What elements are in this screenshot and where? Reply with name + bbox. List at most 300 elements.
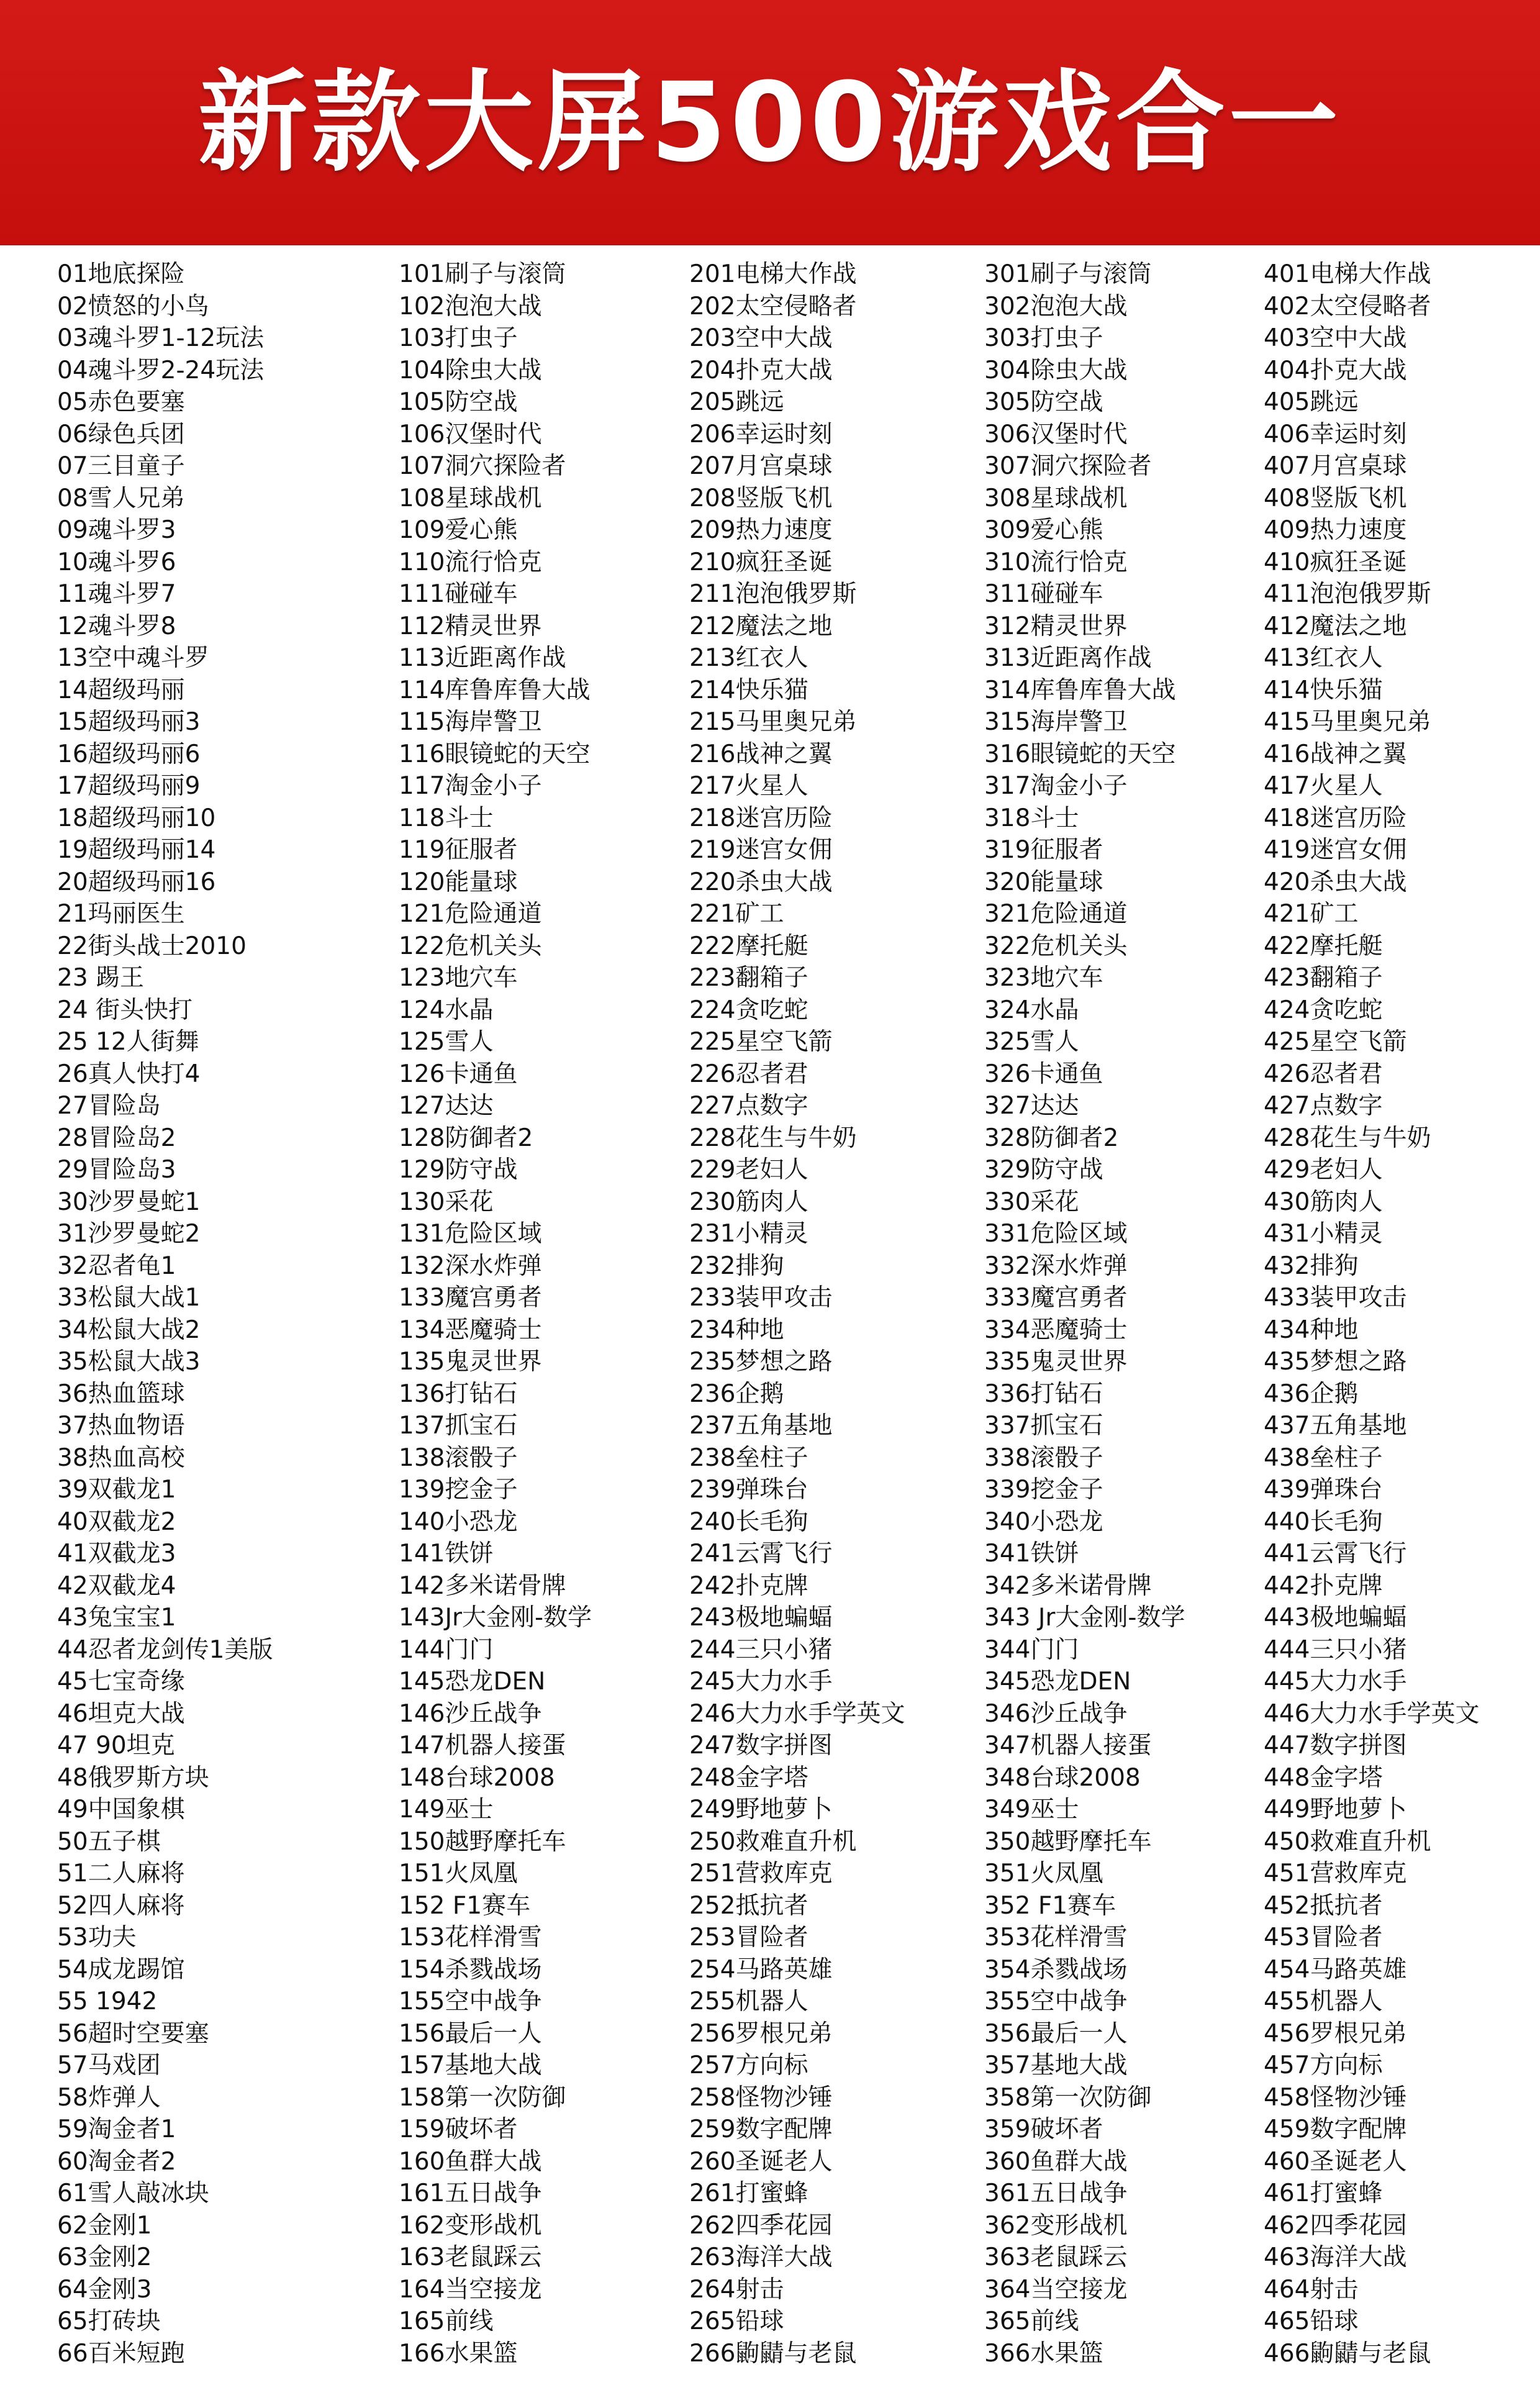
game-list-item: 405跳远 xyxy=(1264,388,1359,416)
game-list-item: 14超级玛丽 xyxy=(57,676,185,704)
game-list-item: 160鱼群大战 xyxy=(399,2147,542,2176)
game-list-item: 411泡泡俄罗斯 xyxy=(1264,580,1431,608)
game-list-item: 36热血篮球 xyxy=(57,1379,185,1408)
game-list-item: 33松鼠大战1 xyxy=(57,1284,201,1312)
game-list-item: 428花生与牛奶 xyxy=(1264,1124,1431,1152)
game-list-item: 356最后一人 xyxy=(984,2019,1128,2048)
game-list-item: 137抓宝石 xyxy=(399,1412,518,1440)
game-list-item: 139挖金子 xyxy=(399,1476,518,1504)
game-list-item: 219迷宫女佣 xyxy=(689,836,833,864)
game-list-item: 309爱心熊 xyxy=(984,516,1103,544)
game-list-item: 20超级玛丽16 xyxy=(57,868,216,896)
game-list-item: 416战神之翼 xyxy=(1264,740,1407,768)
game-list-item: 305防空战 xyxy=(984,388,1103,416)
game-list-item: 435梦想之路 xyxy=(1264,1348,1407,1376)
game-list-item: 404扑克大战 xyxy=(1264,356,1407,384)
game-list-item: 63金刚2 xyxy=(57,2243,152,2271)
game-list-item: 431小精灵 xyxy=(1264,1220,1383,1248)
game-list-item: 247数字拼图 xyxy=(689,1732,833,1760)
game-list-item: 355空中战争 xyxy=(984,1988,1128,2015)
game-list-item: 227点数字 xyxy=(689,1092,808,1120)
game-list-item: 252抵抗者 xyxy=(689,1891,808,1920)
game-list-item: 339挖金子 xyxy=(984,1476,1103,1504)
game-list-item: 24 街头快打 xyxy=(57,996,193,1024)
game-list-item: 56超时空要塞 xyxy=(57,2019,209,2048)
game-list-item: 211泡泡俄罗斯 xyxy=(689,580,857,608)
game-list-item: 234种地 xyxy=(689,1315,784,1344)
game-list-item: 101刷子与滚筒 xyxy=(399,260,566,288)
game-list-item: 205跳远 xyxy=(689,388,784,416)
game-list-item: 301刷子与滚筒 xyxy=(984,260,1152,288)
game-list-item: 403空中大战 xyxy=(1264,324,1407,352)
game-list-item: 150越野摩托车 xyxy=(399,1827,566,1856)
game-list-item: 421矿工 xyxy=(1264,900,1359,928)
game-list-item: 327达达 xyxy=(984,1092,1079,1120)
game-list-item: 112精灵世界 xyxy=(399,612,542,640)
game-list-item: 413红衣人 xyxy=(1264,644,1383,672)
game-list-item: 161五日战争 xyxy=(399,2179,542,2207)
game-list-item: 338滚骰子 xyxy=(984,1443,1103,1472)
game-list-item: 04魂斗罗2-24玩法 xyxy=(57,356,265,384)
game-list-item: 440长毛狗 xyxy=(1264,1507,1383,1536)
game-list-item: 262四季花园 xyxy=(689,2211,833,2240)
game-list-item: 44忍者龙剑传1美版 xyxy=(57,1635,273,1664)
game-list-item: 124水晶 xyxy=(399,996,494,1024)
game-list-item: 117淘金小子 xyxy=(399,772,542,800)
game-list-item: 410疯狂圣诞 xyxy=(1264,548,1407,576)
game-list-item: 226忍者君 xyxy=(689,1060,808,1088)
game-list-item: 313近距离作战 xyxy=(984,644,1152,672)
game-list-item: 55 1942 xyxy=(57,1988,158,2015)
game-list-item: 406幸运时刻 xyxy=(1264,420,1407,448)
game-list-item: 134恶魔骑士 xyxy=(399,1315,542,1344)
game-list-item: 259数字配牌 xyxy=(689,2115,833,2143)
game-list-item: 240长毛狗 xyxy=(689,1507,808,1536)
game-list-item: 215马里奥兄弟 xyxy=(689,708,857,736)
game-list-item: 47 90坦克 xyxy=(57,1732,175,1760)
game-list-item: 463海洋大战 xyxy=(1264,2243,1407,2271)
game-list-item: 121危险通道 xyxy=(399,900,542,928)
game-list-item: 319征服者 xyxy=(984,836,1103,864)
game-list-item: 59淘金者1 xyxy=(57,2115,176,2143)
game-list-item: 245大力水手 xyxy=(689,1668,833,1696)
game-list-item: 237五角基地 xyxy=(689,1412,833,1440)
game-list-item: 119征服者 xyxy=(399,836,518,864)
game-list-item: 17超级玛丽9 xyxy=(57,772,201,800)
game-list-item: 351火凤凰 xyxy=(984,1860,1103,1888)
game-list-item: 06绿色兵团 xyxy=(57,420,185,448)
game-list-item: 447数字拼图 xyxy=(1264,1732,1407,1760)
game-list-item: 29冒险岛3 xyxy=(57,1156,176,1184)
game-list-item: 322危机关头 xyxy=(984,932,1128,960)
game-list-item: 466鼩鼱与老鼠 xyxy=(1264,2339,1431,2368)
game-list-item: 138滚骰子 xyxy=(399,1443,518,1472)
game-list-item: 340小恐龙 xyxy=(984,1507,1103,1536)
game-list-item: 10魂斗罗6 xyxy=(57,548,176,576)
game-list-item: 334恶魔骑士 xyxy=(984,1315,1128,1344)
page-title: 新款大屏500游戏合一 xyxy=(198,59,1342,186)
game-list-item: 445大力水手 xyxy=(1264,1668,1407,1696)
game-list-item: 352 F1赛车 xyxy=(984,1891,1116,1920)
game-list-item: 34松鼠大战2 xyxy=(57,1315,201,1344)
game-list-item: 147机器人接蛋 xyxy=(399,1732,566,1760)
game-list-item: 232排狗 xyxy=(689,1252,784,1280)
game-list-item: 18超级玛丽10 xyxy=(57,804,216,832)
game-column-3 xyxy=(689,258,905,2369)
title-banner xyxy=(0,0,1540,245)
game-list-item: 316眼镜蛇的天空 xyxy=(984,740,1176,768)
game-list-item: 460圣诞老人 xyxy=(1264,2147,1407,2176)
game-list-item: 128防御者2 xyxy=(399,1124,533,1152)
game-list-item: 03魂斗罗1-12玩法 xyxy=(57,324,265,352)
game-list-item: 144门门 xyxy=(399,1635,494,1664)
game-list-item: 19超级玛丽14 xyxy=(57,836,216,864)
game-list-item: 133魔宫勇者 xyxy=(399,1284,542,1312)
game-list-item: 39双截龙1 xyxy=(57,1476,176,1504)
game-list-item: 422摩托艇 xyxy=(1264,932,1383,960)
game-list-item: 321危险通道 xyxy=(984,900,1128,928)
game-list-item: 343 Jr大金刚-数学 xyxy=(984,1604,1185,1632)
game-list-item: 415马里奥兄弟 xyxy=(1264,708,1431,736)
game-list-item: 230筋肉人 xyxy=(689,1188,808,1216)
game-list-item: 11魂斗罗7 xyxy=(57,580,176,608)
game-list-item: 308星球战机 xyxy=(984,484,1128,512)
game-list-item: 38热血高校 xyxy=(57,1443,185,1472)
game-list-item: 459数字配牌 xyxy=(1264,2115,1407,2143)
game-list-item: 228花生与牛奶 xyxy=(689,1124,857,1152)
game-list-item: 145恐龙DEN xyxy=(399,1668,546,1696)
game-list-item: 439弹珠台 xyxy=(1264,1476,1383,1504)
game-list-item: 209热力速度 xyxy=(689,516,833,544)
game-list-item: 239弹珠台 xyxy=(689,1476,808,1504)
game-list-item: 218迷宫历险 xyxy=(689,804,833,832)
game-list-item: 229老妇人 xyxy=(689,1156,808,1184)
game-list-item: 61雪人敲冰块 xyxy=(57,2179,209,2207)
game-list-item: 152 F1赛车 xyxy=(399,1891,531,1920)
game-list-item: 236企鹅 xyxy=(689,1379,784,1408)
game-list-item: 347机器人接蛋 xyxy=(984,1732,1152,1760)
game-list-item: 201电梯大作战 xyxy=(689,260,857,288)
game-list-item: 414快乐猫 xyxy=(1264,676,1383,704)
game-list-item: 336打钻石 xyxy=(984,1379,1103,1408)
game-list-item: 40双截龙2 xyxy=(57,1507,176,1536)
game-list-item: 110流行恰克 xyxy=(399,548,542,576)
game-list-item: 54成龙踢馆 xyxy=(57,1955,185,1984)
game-list-item: 250救难直升机 xyxy=(689,1827,857,1856)
game-list-item: 123地穴车 xyxy=(399,964,518,992)
game-list-item: 223翻箱子 xyxy=(689,964,808,992)
game-list-item: 433装甲攻击 xyxy=(1264,1284,1407,1312)
game-list-item: 57马戏团 xyxy=(57,2051,161,2079)
game-list-item: 432排狗 xyxy=(1264,1252,1359,1280)
game-list-item: 129防守战 xyxy=(399,1156,518,1184)
game-list-item: 253冒险者 xyxy=(689,1924,808,1951)
game-list-item: 235梦想之路 xyxy=(689,1348,833,1376)
game-list-item: 108星球战机 xyxy=(399,484,542,512)
game-list-item: 323地穴车 xyxy=(984,964,1103,992)
game-list-item: 358第一次防御 xyxy=(984,2083,1152,2112)
game-list-item: 401电梯大作战 xyxy=(1264,260,1431,288)
game-list-item: 109爱心熊 xyxy=(399,516,518,544)
game-list-item: 349巫士 xyxy=(984,1796,1079,1824)
game-list-item: 362变形战机 xyxy=(984,2211,1128,2240)
game-list-item: 16超级玛丽6 xyxy=(57,740,201,768)
game-list-item: 318斗士 xyxy=(984,804,1079,832)
game-list-item: 346沙丘战争 xyxy=(984,1699,1128,1728)
game-list-item: 126卡通鱼 xyxy=(399,1060,518,1088)
game-list-item: 260圣诞老人 xyxy=(689,2147,833,2176)
game-list-item: 104除虫大战 xyxy=(399,356,542,384)
game-list-item: 461打蜜蜂 xyxy=(1264,2179,1383,2207)
game-list-item: 127达达 xyxy=(399,1092,494,1120)
game-list-item: 206幸运时刻 xyxy=(689,420,833,448)
game-list-item: 21玛丽医生 xyxy=(57,900,185,928)
game-list-item: 264射击 xyxy=(689,2275,784,2304)
game-list-item: 326卡通鱼 xyxy=(984,1060,1103,1088)
game-list-item: 402太空侵略者 xyxy=(1264,292,1431,320)
game-list-item: 257方向标 xyxy=(689,2051,808,2079)
game-column-1 xyxy=(57,258,273,2369)
game-list-item: 255机器人 xyxy=(689,1988,808,2015)
game-list-item: 231小精灵 xyxy=(689,1220,808,1248)
game-list-item: 35松鼠大战3 xyxy=(57,1348,201,1376)
game-list-item: 444三只小猪 xyxy=(1264,1635,1407,1664)
game-list-item: 25 12人街舞 xyxy=(57,1028,199,1056)
game-list-item: 106汉堡时代 xyxy=(399,420,542,448)
game-list-item: 136打钻石 xyxy=(399,1379,518,1408)
game-list-item: 241云霄飞行 xyxy=(689,1540,833,1568)
game-list-item: 426忍者君 xyxy=(1264,1060,1383,1088)
game-list-item: 212魔法之地 xyxy=(689,612,833,640)
game-list-item: 42双截龙4 xyxy=(57,1571,176,1600)
game-list-item: 159破坏者 xyxy=(399,2115,518,2143)
game-list-item: 430筋肉人 xyxy=(1264,1188,1383,1216)
game-list-item: 113近距离作战 xyxy=(399,644,566,672)
game-list-item: 452抵抗者 xyxy=(1264,1891,1383,1920)
game-list-item: 162变形战机 xyxy=(399,2211,542,2240)
game-list-item: 333魔宫勇者 xyxy=(984,1284,1128,1312)
game-list-item: 32忍者龟1 xyxy=(57,1252,176,1280)
game-list-item: 465铅球 xyxy=(1264,2307,1359,2335)
game-list-item: 210疯狂圣诞 xyxy=(689,548,833,576)
game-list-item: 115海岸警卫 xyxy=(399,708,542,736)
game-list-item: 22街头战士2010 xyxy=(57,932,247,960)
game-list-item: 02愤怒的小鸟 xyxy=(57,292,209,320)
game-list-item: 456罗根兄弟 xyxy=(1264,2019,1407,2048)
game-list-item: 436企鹅 xyxy=(1264,1379,1359,1408)
game-list-item: 407月宫桌球 xyxy=(1264,452,1407,480)
game-list-item: 120能量球 xyxy=(399,868,518,896)
game-list-item: 357基地大战 xyxy=(984,2051,1128,2079)
game-list-item: 450救难直升机 xyxy=(1264,1827,1431,1856)
game-list-item: 331危险区域 xyxy=(984,1220,1128,1248)
game-list-item: 437五角基地 xyxy=(1264,1412,1407,1440)
game-list-item: 332深水炸弹 xyxy=(984,1252,1128,1280)
game-list-item: 233装甲攻击 xyxy=(689,1284,833,1312)
game-list-item: 310流行恰克 xyxy=(984,548,1128,576)
game-list-item: 409热力速度 xyxy=(1264,516,1407,544)
game-list-item: 58炸弹人 xyxy=(57,2083,161,2112)
game-list-item: 306汉堡时代 xyxy=(984,420,1128,448)
game-list-item: 222摩托艇 xyxy=(689,932,808,960)
game-list-item: 166水果篮 xyxy=(399,2339,518,2368)
game-list-item: 203空中大战 xyxy=(689,324,833,352)
game-list-item: 242扑克牌 xyxy=(689,1571,808,1600)
game-list-item: 360鱼群大战 xyxy=(984,2147,1128,2176)
game-list-item: 141铁饼 xyxy=(399,1540,494,1568)
game-list-item: 248金字塔 xyxy=(689,1763,808,1792)
game-list-item: 214快乐猫 xyxy=(689,676,808,704)
game-list-item: 156最后一人 xyxy=(399,2019,542,2048)
game-list-item: 258怪物沙锤 xyxy=(689,2083,833,2112)
game-list-item: 165前线 xyxy=(399,2307,494,2335)
game-list-item: 208竖版飞机 xyxy=(689,484,833,512)
game-list-item: 458怪物沙锤 xyxy=(1264,2083,1407,2112)
game-list-item: 105防空战 xyxy=(399,388,518,416)
game-list-item: 163老鼠踩云 xyxy=(399,2243,542,2271)
game-list-item: 158第一次防御 xyxy=(399,2083,566,2112)
game-list-item: 143Jr大金刚-数学 xyxy=(399,1604,592,1632)
game-list-item: 261打蜜蜂 xyxy=(689,2179,808,2207)
game-list-item: 62金刚1 xyxy=(57,2211,152,2240)
game-list-item: 153花样滑雪 xyxy=(399,1924,542,1951)
game-list-item: 09魂斗罗3 xyxy=(57,516,176,544)
game-list-item: 462四季花园 xyxy=(1264,2211,1407,2240)
game-list-item: 53功夫 xyxy=(57,1924,137,1951)
game-list-item: 15超级玛丽3 xyxy=(57,708,201,736)
game-list-item: 359破坏者 xyxy=(984,2115,1103,2143)
game-list-item: 449野地萝卜 xyxy=(1264,1796,1407,1824)
game-list-item: 443极地蝙蝠 xyxy=(1264,1604,1407,1632)
game-list-item: 451营救库克 xyxy=(1264,1860,1407,1888)
game-list-item: 12魂斗罗8 xyxy=(57,612,176,640)
game-list-item: 434种地 xyxy=(1264,1315,1359,1344)
game-list-item: 317淘金小子 xyxy=(984,772,1128,800)
game-list-item: 342多米诺骨牌 xyxy=(984,1571,1152,1600)
game-list-item: 148台球2008 xyxy=(399,1763,555,1792)
game-list-item: 50五子棋 xyxy=(57,1827,161,1856)
game-list-item: 266鼩鼱与老鼠 xyxy=(689,2339,857,2368)
game-list-item: 65打砖块 xyxy=(57,2307,161,2335)
game-list-item: 27冒险岛 xyxy=(57,1092,161,1120)
game-list-item: 151火凤凰 xyxy=(399,1860,518,1888)
game-list-item: 302泡泡大战 xyxy=(984,292,1128,320)
game-list-item: 366水果篮 xyxy=(984,2339,1103,2368)
game-list-item: 217火星人 xyxy=(689,772,808,800)
game-list-item: 419迷宫女佣 xyxy=(1264,836,1407,864)
game-list-item: 204扑克大战 xyxy=(689,356,833,384)
game-list-item: 315海岸警卫 xyxy=(984,708,1128,736)
game-list-item: 102泡泡大战 xyxy=(399,292,542,320)
game-list-item: 243极地蝙蝠 xyxy=(689,1604,833,1632)
game-list-item: 13空中魂斗罗 xyxy=(57,644,209,672)
game-list-item: 51二人麻将 xyxy=(57,1860,185,1888)
game-list-item: 330采花 xyxy=(984,1188,1079,1216)
game-list-item: 441云霄飞行 xyxy=(1264,1540,1407,1568)
game-list-item: 216战神之翼 xyxy=(689,740,833,768)
game-list-item: 249野地萝卜 xyxy=(689,1796,833,1824)
game-list-item: 418迷宫历险 xyxy=(1264,804,1407,832)
game-list-item: 454马路英雄 xyxy=(1264,1955,1407,1984)
game-list-item: 256罗根兄弟 xyxy=(689,2019,833,2048)
game-column-2 xyxy=(399,258,592,2369)
game-list-item: 30沙罗曼蛇1 xyxy=(57,1188,201,1216)
game-list-item: 335鬼灵世界 xyxy=(984,1348,1128,1376)
game-list-item: 246大力水手学英文 xyxy=(689,1699,905,1728)
game-list-item: 220杀虫大战 xyxy=(689,868,833,896)
game-list-item: 364当空接龙 xyxy=(984,2275,1128,2304)
game-list-item: 420杀虫大战 xyxy=(1264,868,1407,896)
game-list-item: 408竖版飞机 xyxy=(1264,484,1407,512)
game-list-item: 164当空接龙 xyxy=(399,2275,542,2304)
game-list-item: 244三只小猪 xyxy=(689,1635,833,1664)
game-list-item: 314库鲁库鲁大战 xyxy=(984,676,1176,704)
game-list xyxy=(0,258,1540,2385)
game-list-item: 43兔宝宝1 xyxy=(57,1604,176,1632)
game-list-item: 142多米诺骨牌 xyxy=(399,1571,566,1600)
game-list-item: 425星空飞箭 xyxy=(1264,1028,1407,1056)
game-list-item: 07三目童子 xyxy=(57,452,185,480)
game-list-item: 361五日战争 xyxy=(984,2179,1128,2207)
game-list-item: 146沙丘战争 xyxy=(399,1699,542,1728)
game-list-item: 304除虫大战 xyxy=(984,356,1128,384)
game-list-item: 341铁饼 xyxy=(984,1540,1079,1568)
game-list-item: 207月宫桌球 xyxy=(689,452,833,480)
game-list-item: 423翻箱子 xyxy=(1264,964,1383,992)
game-list-item: 45七宝奇缘 xyxy=(57,1668,185,1696)
game-list-item: 457方向标 xyxy=(1264,2051,1383,2079)
game-list-item: 354杀戮战场 xyxy=(984,1955,1128,1984)
game-list-item: 132深水炸弹 xyxy=(399,1252,542,1280)
game-list-item: 224贪吃蛇 xyxy=(689,996,808,1024)
game-list-item: 52四人麻将 xyxy=(57,1891,185,1920)
game-list-item: 111碰碰车 xyxy=(399,580,518,608)
game-list-item: 320能量球 xyxy=(984,868,1103,896)
game-list-item: 41双截龙3 xyxy=(57,1540,176,1568)
game-list-item: 312精灵世界 xyxy=(984,612,1128,640)
game-list-item: 08雪人兄弟 xyxy=(57,484,185,512)
game-list-item: 455机器人 xyxy=(1264,1988,1383,2015)
game-list-item: 325雪人 xyxy=(984,1028,1079,1056)
game-list-item: 130采花 xyxy=(399,1188,494,1216)
game-list-item: 307洞穴探险者 xyxy=(984,452,1152,480)
game-list-item: 329防守战 xyxy=(984,1156,1103,1184)
game-list-item: 350越野摩托车 xyxy=(984,1827,1152,1856)
game-list-item: 311碰碰车 xyxy=(984,580,1103,608)
game-list-item: 442扑克牌 xyxy=(1264,1571,1383,1600)
game-list-item: 154杀戮战场 xyxy=(399,1955,542,1984)
game-list-item: 238垒柱子 xyxy=(689,1443,808,1472)
game-list-item: 251营救库克 xyxy=(689,1860,833,1888)
game-list-item: 353花样滑雪 xyxy=(984,1924,1128,1951)
game-list-item: 263海洋大战 xyxy=(689,2243,833,2271)
game-list-item: 337抓宝石 xyxy=(984,1412,1103,1440)
game-list-item: 05赤色要塞 xyxy=(57,388,185,416)
game-list-item: 254马路英雄 xyxy=(689,1955,833,1984)
game-list-item: 303打虫子 xyxy=(984,324,1103,352)
game-list-item: 28冒险岛2 xyxy=(57,1124,176,1152)
game-list-item: 221矿工 xyxy=(689,900,784,928)
game-list-item: 135鬼灵世界 xyxy=(399,1348,542,1376)
game-list-item: 363老鼠踩云 xyxy=(984,2243,1128,2271)
game-list-item: 122危机关头 xyxy=(399,932,542,960)
game-list-item: 149巫士 xyxy=(399,1796,494,1824)
game-list-item: 324水晶 xyxy=(984,996,1079,1024)
game-list-item: 125雪人 xyxy=(399,1028,494,1056)
game-list-item: 412魔法之地 xyxy=(1264,612,1407,640)
game-list-item: 66百米短跑 xyxy=(57,2339,185,2368)
game-list-item: 345恐龙DEN xyxy=(984,1668,1131,1696)
